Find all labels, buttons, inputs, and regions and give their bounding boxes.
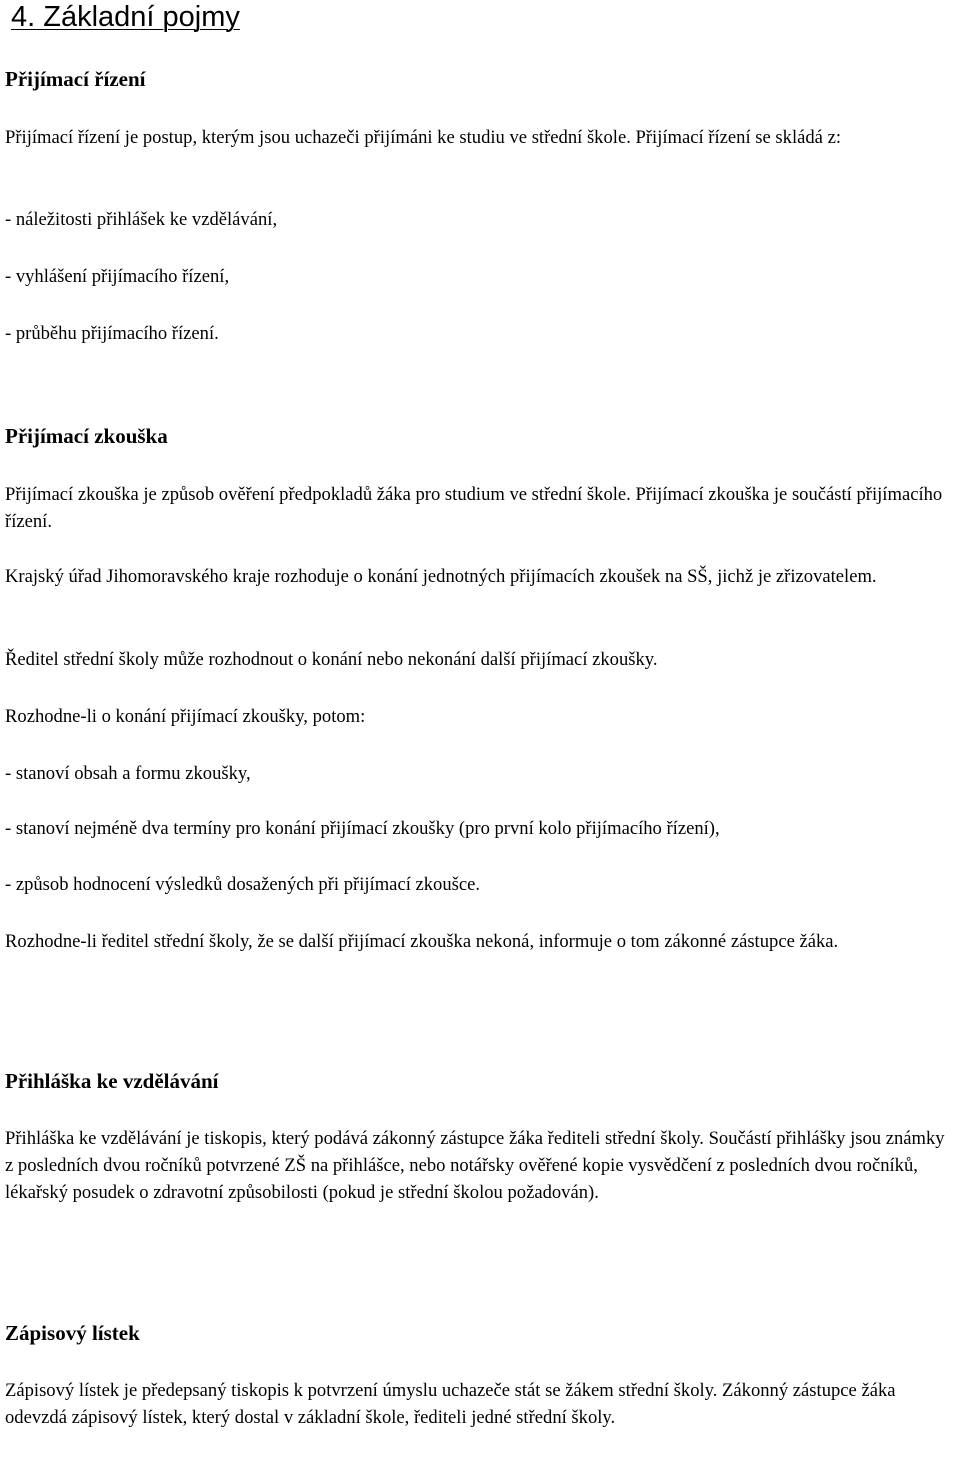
section-paragraph: Zápisový lístek je předepsaný tiskopis k potvrzení úmyslu uchazeče stát se žákem střední školy. Zákonný zástupce žáka odevzdá zápisový lístek, který dostal v základní škole, řediteli jedné střední školy. [5,1380,896,1428]
list-item: - náležitosti přihlášek ke vzdělávání, [5,209,278,230]
section-paragraph: Krajský úřad Jihomoravského kraje rozhoduje o konání jednotných přijímacích zkoušek na SŠ, jichž je zřizovatelem. [5,566,877,587]
section-paragraph: Přihláška ke vzdělávání je tiskopis, který podává zákonný zástupce žáka řediteli střední školy. Součástí přihlášky jsou známky z posledních dvou ročníků potvrzené ZŠ na přihlášce, nebo notářsky ověřené kopie vysvědčení z posledních dvou ročníků, lékařský posudek o zdravotní způsobilosti (pokud je střední školou požadován). [5,1128,945,1203]
list-item: - vyhlášení přijímacího řízení, [5,266,230,287]
section-paragraph: Rozhodne-li o konání přijímací zkoušky, potom: [5,706,366,727]
section-heading-application: Přihláška ke vzdělávání [5,1069,219,1093]
list-item: - stanoví obsah a formu zkoušky, [5,763,251,784]
section-heading-enrollment-slip: Zápisový lístek [5,1321,140,1345]
section-heading-entrance-exam: Přijímací zkouška [5,424,168,448]
section-paragraph: Rozhodne-li ředitel střední školy, že se další přijímací zkouška nekoná, informuje o tom zákonné zástupce žáka. [5,931,839,952]
section-heading-admission-procedure: Přijímací řízení [5,67,146,91]
section-paragraph: Ředitel střední školy může rozhodnout o konání nebo nekonání další přijímací zkoušky. [5,649,658,670]
list-item: - způsob hodnocení výsledků dosažených při přijímací zkoušce. [5,874,481,895]
list-item: - stanoví nejméně dva termíny pro konání přijímací zkoušky (pro první kolo přijímacího řízení), [5,818,720,839]
section-paragraph: Přijímací řízení je postup, kterým jsou uchazeči přijímáni ke studiu ve střední škole. Přijímací řízení se skládá z: [5,127,841,148]
chapter-title: 4. Základní pojmy [11,1,240,33]
list-item: - průběhu přijímacího řízení. [5,323,219,344]
section-paragraph: Přijímací zkouška je způsob ověření předpokladů žáka pro studium ve střední škole. Přijímací zkouška je součástí přijímacího řízení. [5,484,943,532]
